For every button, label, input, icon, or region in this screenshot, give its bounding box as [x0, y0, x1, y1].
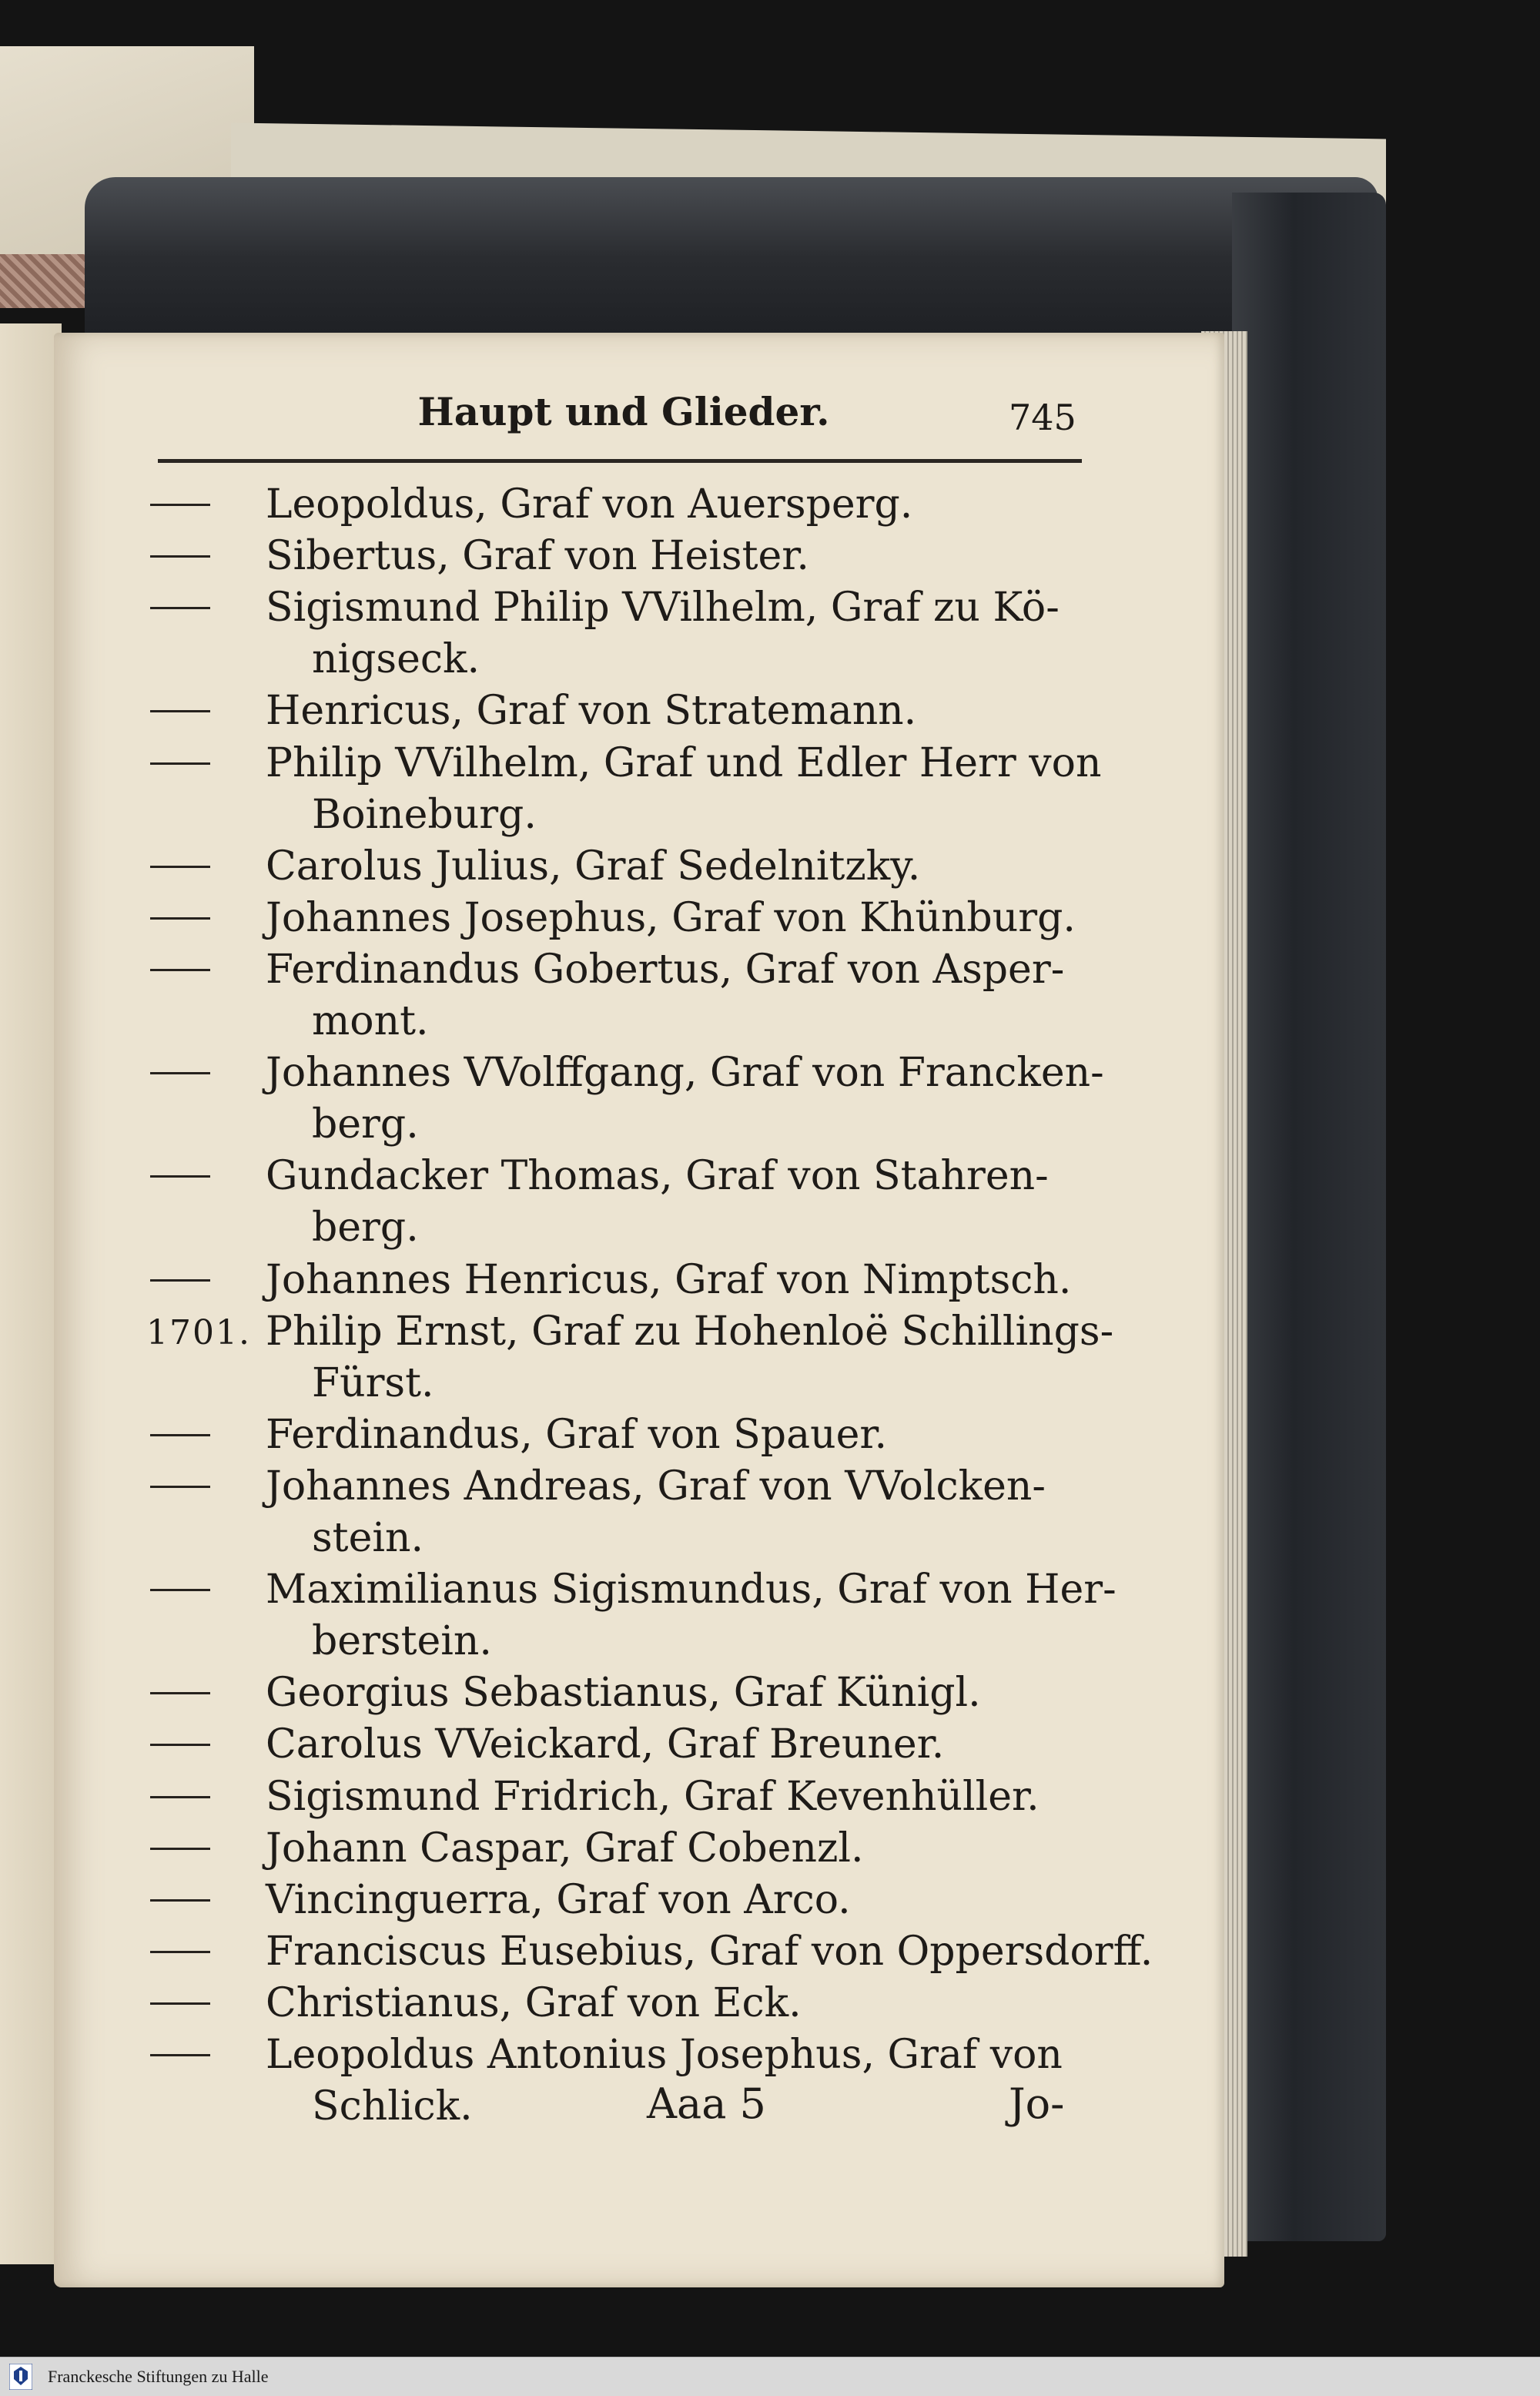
entry-marker [150, 1875, 250, 1925]
entry-dash [150, 866, 210, 868]
entry-text: Leopoldus Antonius Josephus, Graf von [266, 2032, 1063, 2078]
entry-text: Gundacker Thomas, Graf von Stahren- [266, 1153, 1049, 1200]
entry-text: Johann Caspar, Graf Cobenzl. [266, 1825, 864, 1872]
entry-marker [150, 1047, 250, 1098]
facing-page [0, 323, 62, 2264]
footer-bar [0, 2357, 1540, 2396]
entry-marker [150, 1461, 250, 1512]
entry-text: Philip Ernst, Graf zu Hohenloë Schillings- [266, 1308, 1114, 1355]
entry-dash [150, 917, 210, 920]
entry-marker [150, 1978, 250, 2029]
entry-dash [150, 504, 210, 506]
entry-dash [150, 607, 210, 609]
entry-marker [146, 1306, 251, 1357]
entry-text: Johannes Henricus, Graf von Nimptsch. [266, 1256, 1072, 1303]
entry-dash [150, 2002, 210, 2005]
entry-continuation: berstein. [312, 1618, 492, 1665]
entry-marker [150, 2029, 250, 2080]
entry-text: Christianus, Graf von Eck. [266, 1979, 802, 2026]
entry-text: Philip VVilhelm, Graf und Edler Herr von [266, 739, 1102, 786]
entry-marker [150, 841, 250, 892]
entry-marker [150, 738, 250, 789]
entry-continuation: stein. [312, 1515, 424, 1561]
page-block-top [85, 177, 1378, 339]
entry-dash [150, 1434, 210, 1436]
entry-continuation: mont. [312, 998, 429, 1044]
entry-continuation: berg. [312, 1205, 419, 1252]
entry-marker [150, 1151, 250, 1201]
entry-year: 1701. [146, 1312, 251, 1352]
entry-dash [150, 969, 210, 971]
entry-text: Henricus, Graf von Stratemann. [266, 688, 917, 735]
entry-dash [150, 1692, 210, 1694]
entry-text: Leopoldus, Graf von Auersperg. [266, 481, 913, 528]
entry-text: Johannes VVolffgang, Graf von Francken- [266, 1050, 1104, 1097]
entry-marker [150, 1719, 250, 1770]
entry-dash [150, 1744, 210, 1746]
entry-marker [150, 893, 250, 943]
entry-text: Sibertus, Graf von Heister. [266, 533, 809, 580]
entry-marker [150, 944, 250, 995]
header-rule [158, 459, 1082, 463]
entry-text: Sigismund Fridrich, Graf Kevenhüller. [266, 1773, 1040, 1820]
entry-text: Johannes Josephus, Graf von Khünburg. [266, 894, 1076, 941]
entry-dash [150, 1175, 210, 1178]
entry-text: Maximilianus Sigismundus, Graf von Her- [266, 1567, 1116, 1614]
entry-dash [150, 1279, 210, 1282]
entry-text: Franciscus Eusebius, Graf von Oppersdorff. [266, 1928, 1153, 1975]
entry-text: Georgius Sebastianus, Graf Künigl. [266, 1670, 981, 1717]
running-head: Haupt und Glieder. [417, 389, 830, 434]
entry-marker [150, 1667, 250, 1718]
entry-marker [150, 582, 250, 633]
entry-dash [150, 1486, 210, 1488]
page-number: 745 [1009, 397, 1076, 438]
entry-dash [150, 1072, 210, 1074]
entry-continuation: Boineburg. [312, 791, 537, 838]
entry-dash [150, 1899, 210, 1902]
entry-continuation: Schlick. [312, 2083, 473, 2130]
entry-marker [150, 1255, 250, 1305]
entry-dash [150, 1951, 210, 1953]
catchword: Jo- [1009, 2079, 1065, 2128]
entry-text: Carolus Julius, Graf Sedelnitzky. [266, 843, 921, 890]
entry-marker [150, 531, 250, 581]
entry-dash [150, 555, 210, 558]
signature-mark: Aaa 5 [647, 2079, 766, 2128]
entry-marker [150, 479, 250, 530]
foundation-crest-icon [9, 2364, 32, 2390]
entry-continuation: nigseck. [312, 636, 480, 683]
footer-credit: Franckesche Stiftungen zu Halle [48, 2367, 269, 2386]
entry-marker [150, 1771, 250, 1822]
entry-marker [150, 1564, 250, 1615]
entry-text: Johannes Andreas, Graf von VVolcken- [266, 1463, 1046, 1510]
entry-dash [150, 1589, 210, 1591]
page-block-edge [1232, 193, 1386, 2241]
entry-text: Ferdinandus, Graf von Spauer. [266, 1411, 888, 1458]
entry-marker [150, 1823, 250, 1874]
entry-text: Ferdinandus Gobertus, Graf von Asper- [266, 946, 1065, 993]
entry-marker [150, 685, 250, 736]
entry-dash [150, 1796, 210, 1798]
entry-continuation: berg. [312, 1101, 419, 1148]
entry-text: Carolus VVeickard, Graf Breuner. [266, 1721, 945, 1768]
entry-dash [150, 1848, 210, 1850]
entry-dash [150, 762, 210, 765]
entry-dash [150, 2054, 210, 2056]
entry-dash [150, 710, 210, 712]
entry-marker [150, 1409, 250, 1460]
entry-text: Vincinguerra, Graf von Arco. [266, 1876, 851, 1923]
entry-marker [150, 1926, 250, 1977]
entry-continuation: Fürst. [312, 1359, 434, 1406]
entry-text: Sigismund Philip VVilhelm, Graf zu Kö- [266, 585, 1060, 632]
